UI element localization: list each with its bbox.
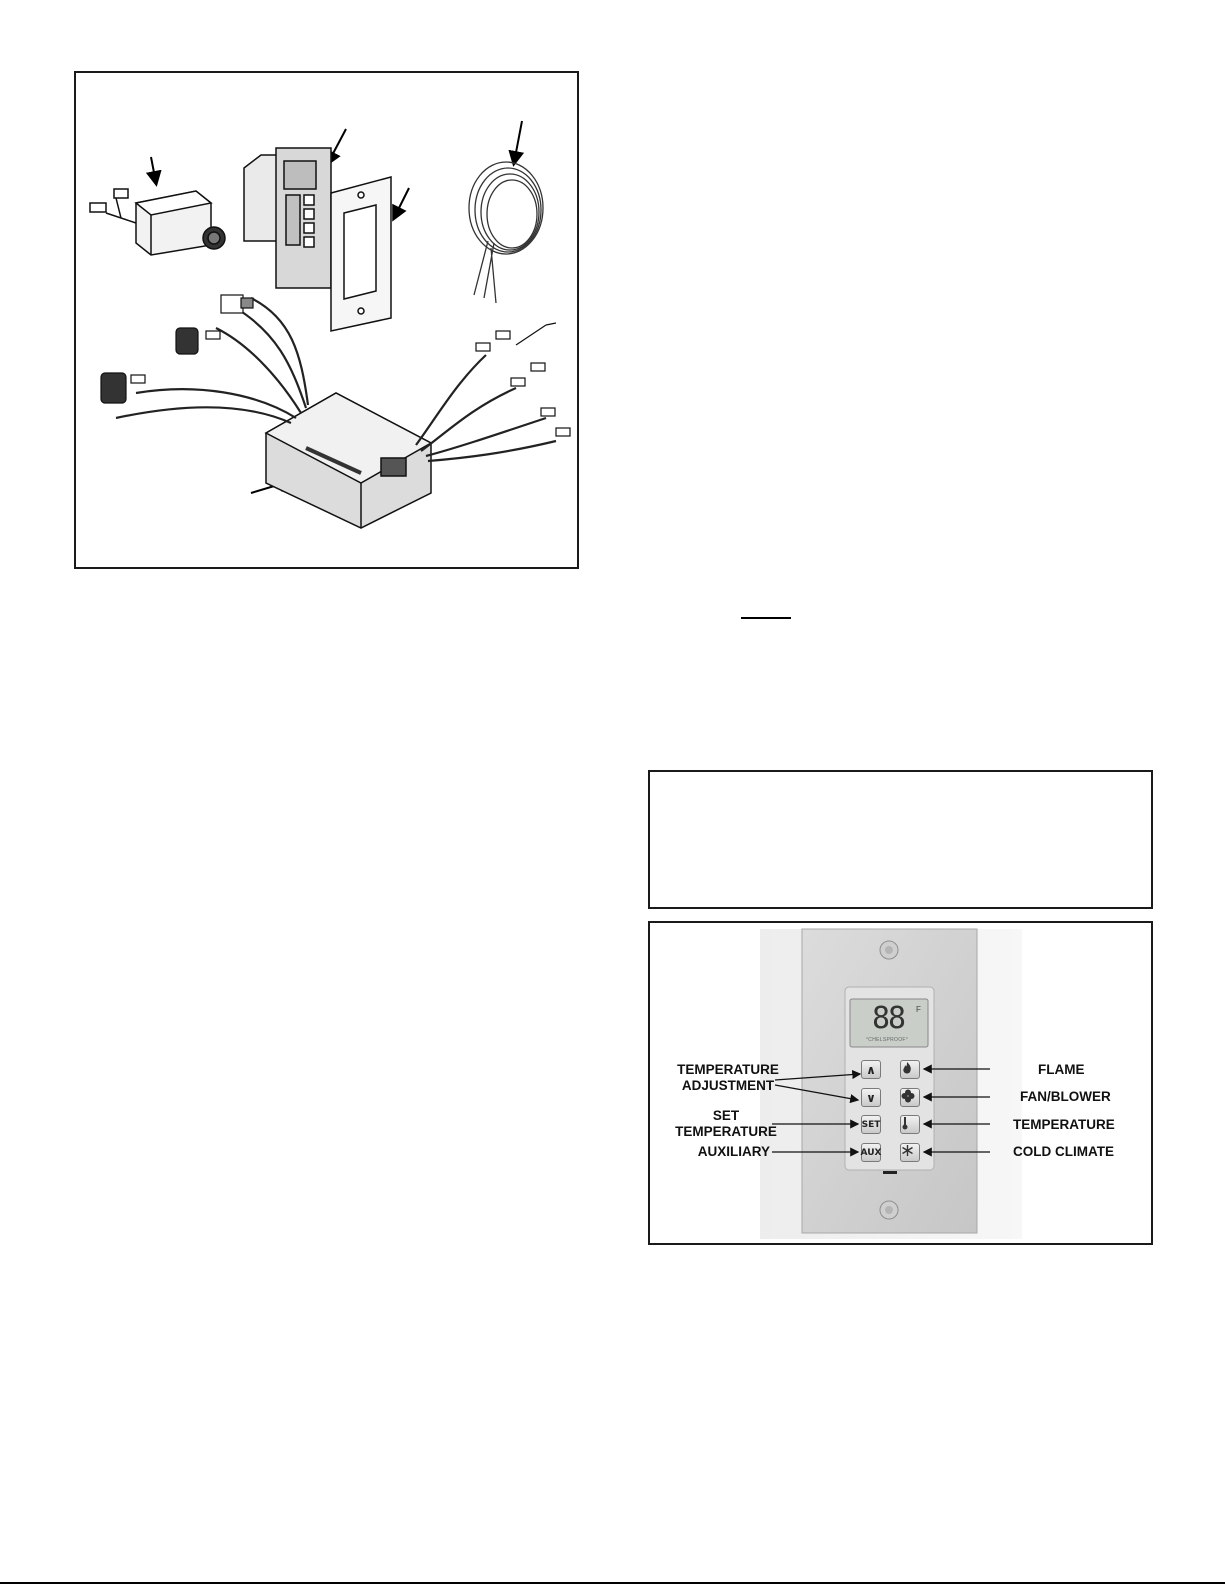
cold-climate-button[interactable] — [900, 1143, 920, 1162]
lcd-digits: 88 — [872, 1001, 905, 1036]
control-panel-figure — [648, 921, 1153, 1245]
temperature-button[interactable] — [900, 1115, 920, 1134]
solenoid-valve — [90, 189, 225, 255]
flame-icon — [901, 1061, 913, 1075]
note-box — [648, 770, 1153, 909]
coiled-wire — [469, 162, 543, 303]
temperature-adjustment-label: TEMPERATURE ADJUSTMENT — [677, 1062, 779, 1093]
wall-switch-module — [244, 148, 331, 288]
page-bottom-rule — [0, 1582, 1225, 1584]
arrow-solenoid — [151, 157, 156, 183]
wall-plate — [331, 177, 391, 331]
fan-blower-button[interactable] — [900, 1088, 920, 1107]
flame-label: FLAME — [1038, 1062, 1085, 1077]
thermometer-icon — [901, 1116, 909, 1130]
flame-button[interactable] — [900, 1060, 920, 1079]
temperature-label: TEMPERATURE — [1013, 1117, 1115, 1132]
set-button-label: SET — [861, 1119, 881, 1130]
set-temperature-label: SET TEMPERATURE — [675, 1108, 777, 1139]
temperature-down-button[interactable] — [861, 1088, 881, 1107]
temperature-up-button[interactable] — [861, 1060, 881, 1079]
snowflake-icon — [901, 1144, 914, 1157]
auxiliary-button[interactable] — [861, 1143, 881, 1162]
set-temperature-button[interactable] — [861, 1115, 881, 1134]
fan-icon — [901, 1089, 915, 1103]
kit-illustration — [76, 73, 577, 567]
kit-components-figure — [74, 71, 579, 569]
lcd-unit: F — [916, 1005, 921, 1014]
arrow-wallplate — [394, 188, 409, 218]
cold-climate-label: COLD CLIMATE — [1013, 1144, 1114, 1159]
chevron-down-icon: ∨ — [866, 1090, 876, 1105]
auxiliary-label: AUXILIARY — [697, 1144, 770, 1159]
underline-rule — [741, 617, 791, 619]
chevron-up-icon: ∧ — [866, 1062, 876, 1077]
arrow-wire — [514, 121, 522, 163]
aux-button-label: AUX — [860, 1147, 882, 1158]
fan-blower-label: FAN/BLOWER — [1020, 1089, 1111, 1104]
lcd-caption: °CHELSPROOF° — [866, 1037, 909, 1043]
control-module — [266, 393, 431, 528]
